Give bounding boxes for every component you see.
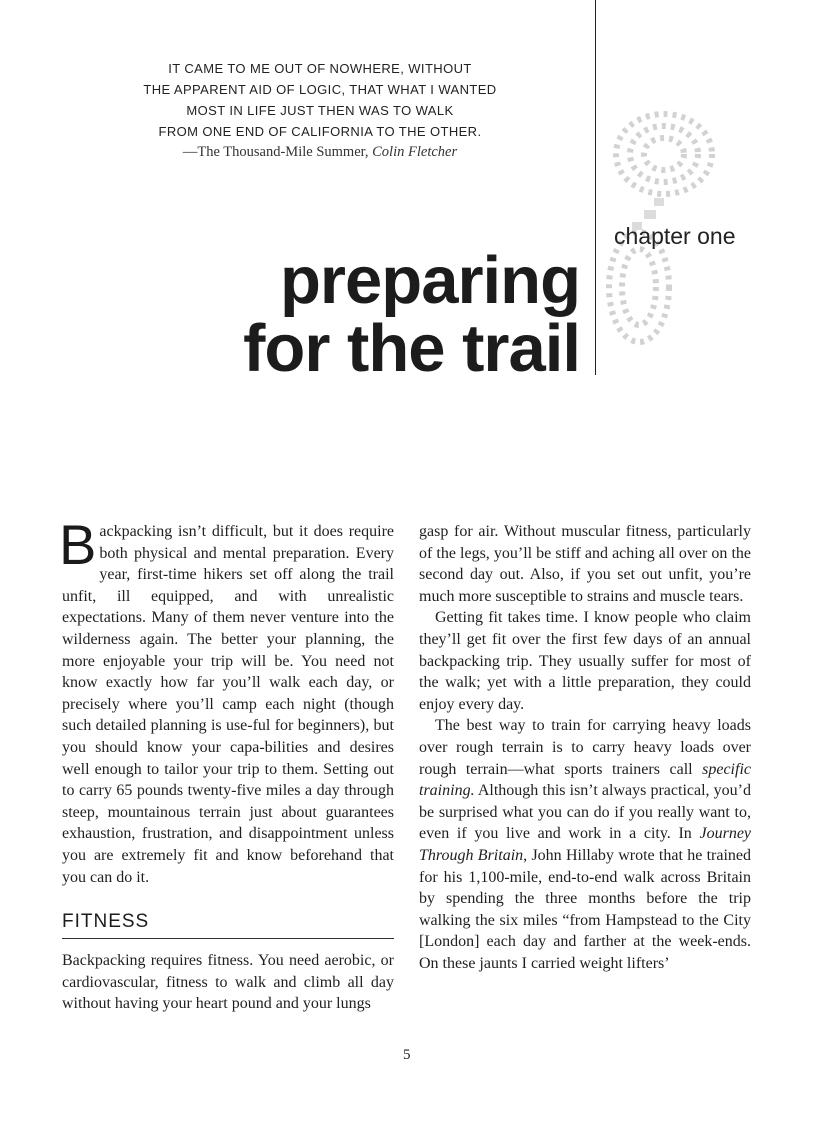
drop-cap: B bbox=[59, 513, 97, 576]
training-text-c: John Hillaby wrote that he trained for his 1,100-mile, end-to-end walk across Britain by spending the three months before the trip walking the six miles “from Hampstead to the City [London] each day and farther at the week-ends. On these jaunts I carried weight lifters’ bbox=[419, 846, 751, 972]
intro-text: ackpacking isn’t difficult, but it does require both physical and mental preparation. Every year, first-time hikers set off along the trail unfit, ill equipped, and with unrealistic expectations. Many of them never venture into the wilderness again. The better your planning, the more enjoyable your trip will be. You need not know exactly how far you’ll walk each day, or precisely where you’ll camp each night (though such detailed planning is use-ful for beginners), but you should know your capa-bilities and desires well enough to tailor your trip to them. Setting out to carry 65 pounds twenty-five miles a day through steep, mountainous terrain just about guarantees exhaustion, frustration, and disappointment unless you are extremely fit and know beforehand that you can do it. bbox=[62, 523, 394, 886]
term-specific-training: specific training. bbox=[419, 760, 751, 800]
epigraph-line: MOST IN LIFE JUST THEN WAS TO WALK bbox=[186, 103, 454, 118]
training-text-b: Although this isn’t always practical, you’d be surprised what you can do if you really want to, even if you live and work in a city. In bbox=[419, 782, 751, 843]
chapter-title-line-2: for the trail bbox=[243, 311, 580, 386]
fitness-paragraph-start: Backpacking requires fitness. You need aerobic, or cardiovascular, fitness to walk and climb all day without having your heart pound and your lungs bbox=[62, 952, 394, 1013]
chapter-title bbox=[243, 243, 580, 386]
section-rule bbox=[62, 938, 394, 939]
page-number: 5 bbox=[403, 1047, 411, 1063]
epigraph bbox=[100, 58, 540, 163]
training-text-a: The best way to train for carrying heavy loads over rough terrain is to carry heavy loads over rough terrain—what sports trainers call bbox=[419, 717, 751, 778]
body-column-right bbox=[419, 521, 751, 974]
attribution-source: —The Thousand-Mile Summer, bbox=[182, 144, 369, 160]
chapter-label: chapter one bbox=[614, 223, 736, 249]
section-heading-fitness: FITNESS bbox=[62, 911, 150, 933]
chapter-title-line-1: preparing bbox=[280, 243, 580, 318]
epigraph-line: IT CAME TO ME OUT OF NOWHERE, WITHOUT bbox=[168, 61, 472, 76]
epigraph-line: FROM ONE END OF CALIFORNIA TO THE OTHER. bbox=[158, 124, 482, 139]
training-paragraph bbox=[419, 715, 751, 974]
fitness-paragraph-continued: gasp for air. Without muscular fitness, particularly of the legs, you’ll be stiff and aching all over on the second day out. Also, if you set out unfit, you’re much more susceptible to strains and muscle tears. bbox=[419, 523, 751, 605]
attribution-author: Colin Fletcher bbox=[372, 144, 458, 160]
book-title: Journey Through Britain, bbox=[419, 825, 752, 864]
epigraph-attribution bbox=[100, 142, 540, 163]
body-column-left bbox=[59, 513, 394, 1015]
epigraph-line: THE APPARENT AID OF LOGIC, THAT WHAT I WANTED bbox=[143, 82, 497, 97]
getting-fit-paragraph: Getting fit takes time. I know people who claim they’ll get fit over the first few days of an annual backpacking trip. They usually suffer for most of the walk; yet with a little preparation, they could enjoy every day. bbox=[419, 609, 751, 713]
intro-paragraph bbox=[59, 513, 394, 888]
